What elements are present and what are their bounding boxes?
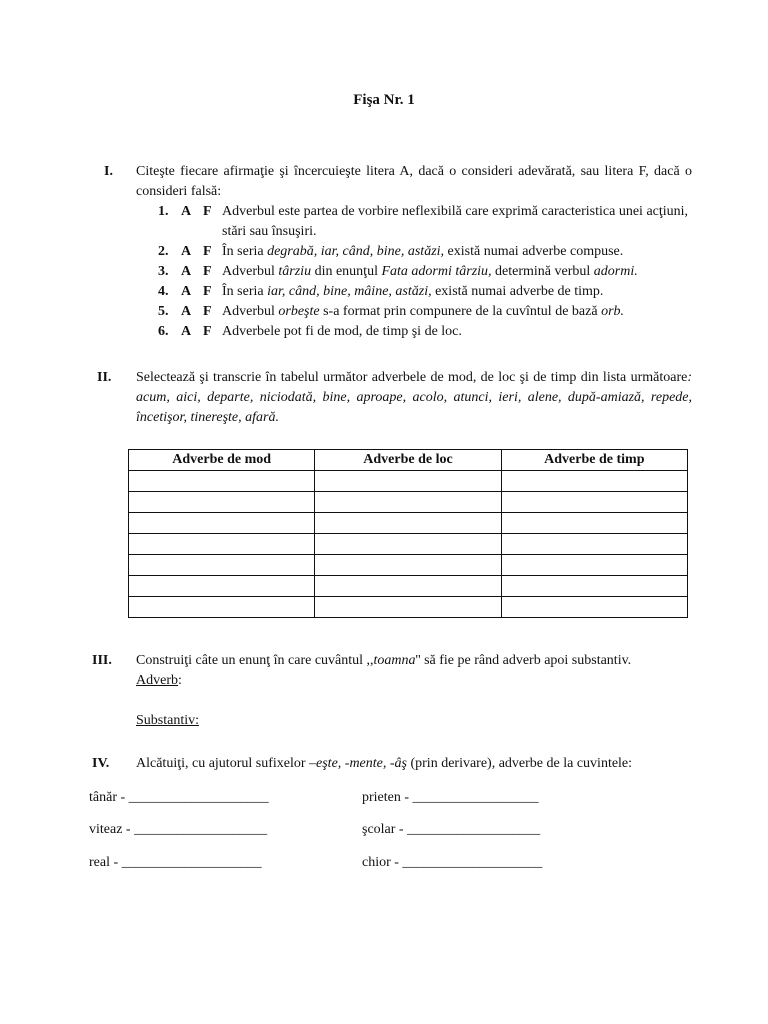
option-f[interactable]: F [203, 284, 212, 299]
section-1 [92, 162, 692, 342]
italic-text: degrabă, iar, când, bine, astăzi, [267, 244, 445, 259]
option-f[interactable]: F [203, 244, 212, 259]
text-fragment: Adverbul [222, 264, 279, 279]
table-row [129, 597, 688, 618]
header-mod: Adverbe de mod [129, 450, 315, 471]
italic-text: orbeşte [278, 304, 320, 319]
table-row [129, 513, 688, 534]
italic-text: orb. [601, 304, 625, 319]
text-fragment: Adverbele pot fi de mod, de timp şi de loc. [222, 324, 462, 339]
text-fragment: În seria [222, 244, 268, 259]
table-cell[interactable] [129, 576, 315, 597]
text-fragment: determină verbul [491, 264, 594, 279]
statement-number: 6. [158, 324, 169, 339]
table-cell[interactable] [129, 492, 315, 513]
substantiv-label: Substantiv: [136, 713, 200, 728]
derivation-item-chior: chior - ____________________ [362, 855, 543, 870]
statement-text [222, 264, 638, 279]
text-fragment: există numai adverbe compuse. [444, 244, 624, 259]
table-cell[interactable] [129, 534, 315, 555]
derivation-item-tanar: tânăr - ____________________ [89, 790, 269, 805]
table-cell[interactable] [315, 513, 501, 534]
text-fragment: Adverbul este partea de vorbire neflexibilă care exprimă caracteristica unei acţiuni, stări sau însuşiri. [222, 204, 689, 239]
table-row [129, 471, 688, 492]
derivation-item-scolar: şcolar - ___________________ [362, 822, 541, 837]
page-title: Fişa Nr. 1 [353, 92, 415, 108]
section-3-text-end: '' să fie pe rând adverb apoi substantiv. [415, 653, 632, 668]
table-cell[interactable] [129, 555, 315, 576]
derivation-item-real: real - ____________________ [89, 855, 262, 870]
section-3-number: III. [92, 653, 112, 668]
section-4-number: IV. [92, 756, 110, 771]
option-f[interactable]: F [203, 204, 212, 219]
statement-text [222, 284, 603, 299]
statement-text [222, 304, 624, 319]
statement-text [222, 324, 462, 339]
table-cell[interactable] [315, 576, 501, 597]
table-cell[interactable] [501, 492, 687, 513]
statement-item [136, 302, 692, 322]
section-1-instructions: Citeşte fiecare afirmaţie şi încercuieşte litera A, dacă o consideri adevărată, sau litera F, dacă o consideri falsă: [136, 164, 692, 199]
text-fragment: există numai adverbe de timp. [431, 284, 604, 299]
italic-text: târziu [278, 264, 312, 279]
table-header-row [129, 450, 688, 471]
section-3-text-start: Construiţi câte un enunţ în care cuvântul ,, [136, 653, 374, 668]
section-2 [92, 368, 692, 428]
text-fragment: Adverbul [222, 304, 279, 319]
option-f[interactable]: F [203, 264, 212, 279]
table-cell[interactable] [501, 576, 687, 597]
option-a[interactable]: A [181, 264, 192, 279]
table-cell[interactable] [501, 471, 687, 492]
statement-text [222, 244, 623, 259]
option-a[interactable]: A [181, 284, 192, 299]
option-f[interactable]: F [203, 304, 212, 319]
table-cell[interactable] [315, 471, 501, 492]
header-loc: Adverbe de loc [315, 450, 501, 471]
adverb-word-list: : acum, aici, departe, niciodată, bine, aproape, acolo, atunci, ieri, alene, după-amiază, repede, încetişor, tinereşte, afară. [136, 370, 692, 425]
section-4 [92, 754, 692, 774]
section-4-instructions [136, 754, 692, 774]
statement-item [136, 242, 692, 262]
table-cell[interactable] [129, 513, 315, 534]
section-4-text-end: (prin derivare), adverbe de la cuvintele: [406, 756, 633, 771]
option-a[interactable]: A [181, 244, 192, 259]
derivation-item-prieten: prieten - __________________ [362, 790, 539, 805]
table-row [129, 534, 688, 555]
text-fragment: s-a format prin compunere de la cuvîntul de bază [319, 304, 602, 319]
table-cell[interactable] [129, 597, 315, 618]
table-cell[interactable] [315, 555, 501, 576]
statement-item [136, 202, 692, 242]
table-cell[interactable] [501, 555, 687, 576]
section-4-text-start: Alcătuiţi, cu ajutorul sufixelor [136, 756, 310, 771]
key-word: toamna [373, 653, 416, 668]
text-fragment: În seria [222, 284, 268, 299]
table-cell[interactable] [501, 513, 687, 534]
section-3 [92, 651, 692, 731]
italic-text: iar, când, bine, mâine, astăzi, [267, 284, 432, 299]
adverb-table-body [129, 471, 688, 618]
italic-text: adormi. [593, 264, 638, 279]
italic-text: Fata adormi târziu, [381, 264, 492, 279]
statement-item [136, 282, 692, 302]
statement-number: 2. [158, 244, 169, 259]
adverb-label-colon: : [178, 673, 182, 688]
table-row [129, 492, 688, 513]
section-2-intro: Selectează şi transcrie în tabelul următor adverbele de mod, de loc şi de timp din lista următoare [136, 370, 688, 385]
section-3-instructions [136, 651, 692, 671]
statement-number: 1. [158, 204, 169, 219]
table-cell[interactable] [315, 597, 501, 618]
statement-item [136, 262, 692, 282]
table-cell[interactable] [315, 534, 501, 555]
adverb-label: Adverb [136, 673, 178, 688]
table-cell[interactable] [501, 597, 687, 618]
statement-number: 3. [158, 264, 169, 279]
option-f[interactable]: F [203, 324, 212, 339]
statement-text [222, 204, 688, 239]
option-a[interactable]: A [181, 304, 192, 319]
section-1-number: I. [104, 164, 113, 179]
noun-answer-label [136, 711, 692, 731]
table-cell[interactable] [315, 492, 501, 513]
table-row [129, 576, 688, 597]
text-fragment: din enunţul [311, 264, 382, 279]
option-a[interactable]: A [181, 204, 192, 219]
section-2-instructions [136, 368, 692, 428]
section-2-number: II. [97, 370, 112, 385]
derivation-item-viteaz: viteaz - ___________________ [89, 822, 268, 837]
table-cell[interactable] [129, 471, 315, 492]
statement-item [136, 322, 692, 342]
table-row [129, 555, 688, 576]
statement-number: 4. [158, 284, 169, 299]
header-timp: Adverbe de timp [501, 450, 687, 471]
table-cell[interactable] [501, 534, 687, 555]
option-a[interactable]: A [181, 324, 192, 339]
adverb-table [128, 449, 688, 618]
adverb-answer-label [136, 671, 692, 691]
suffix-list: –eşte, -mente, -âş [309, 756, 407, 771]
statement-list [136, 202, 692, 342]
statement-number: 5. [158, 304, 169, 319]
